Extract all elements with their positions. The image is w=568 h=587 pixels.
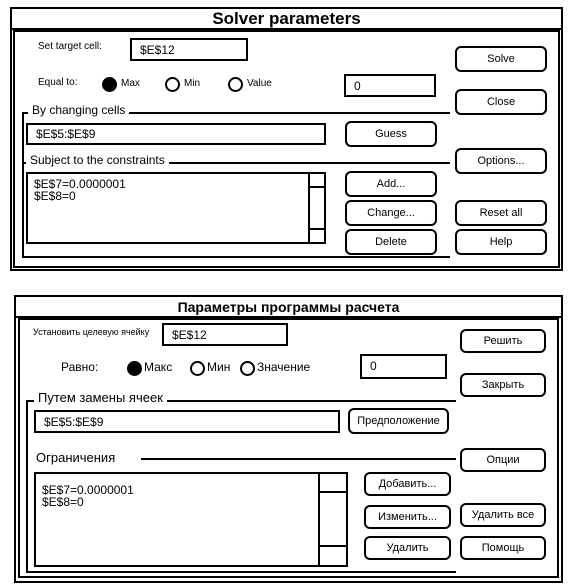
equal-to-label-ru: Равно: xyxy=(61,360,99,374)
constraints-list[interactable] xyxy=(26,172,326,244)
guess-button[interactable]: Guess xyxy=(345,121,437,147)
target-cell-label: Set target cell: xyxy=(38,41,102,52)
scroll-up xyxy=(310,186,326,188)
constraints-label: Subject to the constraints xyxy=(26,153,169,167)
value-input[interactable]: 0 xyxy=(344,74,436,97)
add-button-ru[interactable]: Добавить... xyxy=(364,472,451,496)
constraints-scrollbar-ru[interactable] xyxy=(318,474,346,565)
constraints-separator-ru xyxy=(141,458,456,460)
dialog-en-title: Solver parameters xyxy=(12,8,561,30)
changing-cells-label: By changing cells xyxy=(28,103,129,117)
scroll-down xyxy=(310,228,326,230)
radio-min-label-ru: Мин xyxy=(207,360,231,374)
changing-cells-input-ru[interactable]: $E$5:$E$9 xyxy=(34,410,340,433)
list-item: $E$8=0 xyxy=(42,495,84,509)
list-item: $E$8=0 xyxy=(34,189,76,203)
constraints-list-ru[interactable] xyxy=(34,472,348,567)
radio-min-label: Min xyxy=(184,78,201,89)
dialog-ru-title: Параметры программы расчета xyxy=(16,297,561,318)
radio-value-label: Value xyxy=(247,78,272,89)
help-button[interactable]: Help xyxy=(455,229,547,255)
guess-button-ru[interactable]: Предположение xyxy=(348,408,449,434)
target-cell-label-ru: Установить целевую ячейку xyxy=(33,327,150,337)
radio-max-label-ru: Макс xyxy=(144,360,173,374)
solve-button[interactable]: Solve xyxy=(455,46,547,72)
radio-value[interactable] xyxy=(228,77,243,92)
radio-max-label: Max xyxy=(121,78,140,89)
radio-max-ru[interactable] xyxy=(127,361,142,376)
delete-button-ru[interactable]: Удалить xyxy=(364,536,451,560)
list-item: $E$7=0.0000001 xyxy=(34,177,126,191)
radio-value-label-ru: Значение xyxy=(257,360,311,374)
help-button-ru[interactable]: Помощь xyxy=(460,536,546,560)
constraints-scrollbar[interactable] xyxy=(308,174,324,242)
list-item: $E$7=0.0000001 xyxy=(42,483,134,497)
value-input-ru[interactable]: 0 xyxy=(360,354,447,379)
reset-all-button[interactable]: Reset all xyxy=(455,200,547,226)
close-button[interactable]: Close xyxy=(455,89,547,115)
change-button-ru[interactable]: Изменить... xyxy=(364,505,451,529)
scroll-down-ru xyxy=(320,545,348,547)
changing-cells-input[interactable]: $E$5:$E$9 xyxy=(26,123,326,145)
solve-button-ru[interactable]: Решить xyxy=(460,329,546,353)
radio-value-ru[interactable] xyxy=(240,361,255,376)
delete-button[interactable]: Delete xyxy=(345,229,437,255)
options-button[interactable]: Options... xyxy=(455,148,547,174)
radio-min-ru[interactable] xyxy=(190,361,205,376)
close-button-ru[interactable]: Закрыть xyxy=(460,373,546,397)
radio-min[interactable] xyxy=(165,77,180,92)
constraints-label-ru: Ограничения xyxy=(32,450,119,465)
options-button-ru[interactable]: Опции xyxy=(460,448,546,472)
scroll-up-ru xyxy=(320,491,348,493)
target-cell-input[interactable]: $E$12 xyxy=(130,38,248,61)
equal-to-label: Equal to: xyxy=(38,77,78,88)
reset-all-button-ru[interactable]: Удалить все xyxy=(460,503,546,527)
change-button[interactable]: Change... xyxy=(345,200,437,226)
target-cell-input-ru[interactable]: $E$12 xyxy=(162,323,288,346)
radio-max[interactable] xyxy=(102,77,117,92)
add-button[interactable]: Add... xyxy=(345,171,437,197)
changing-cells-label-ru: Путем замены ячеек xyxy=(34,390,167,405)
